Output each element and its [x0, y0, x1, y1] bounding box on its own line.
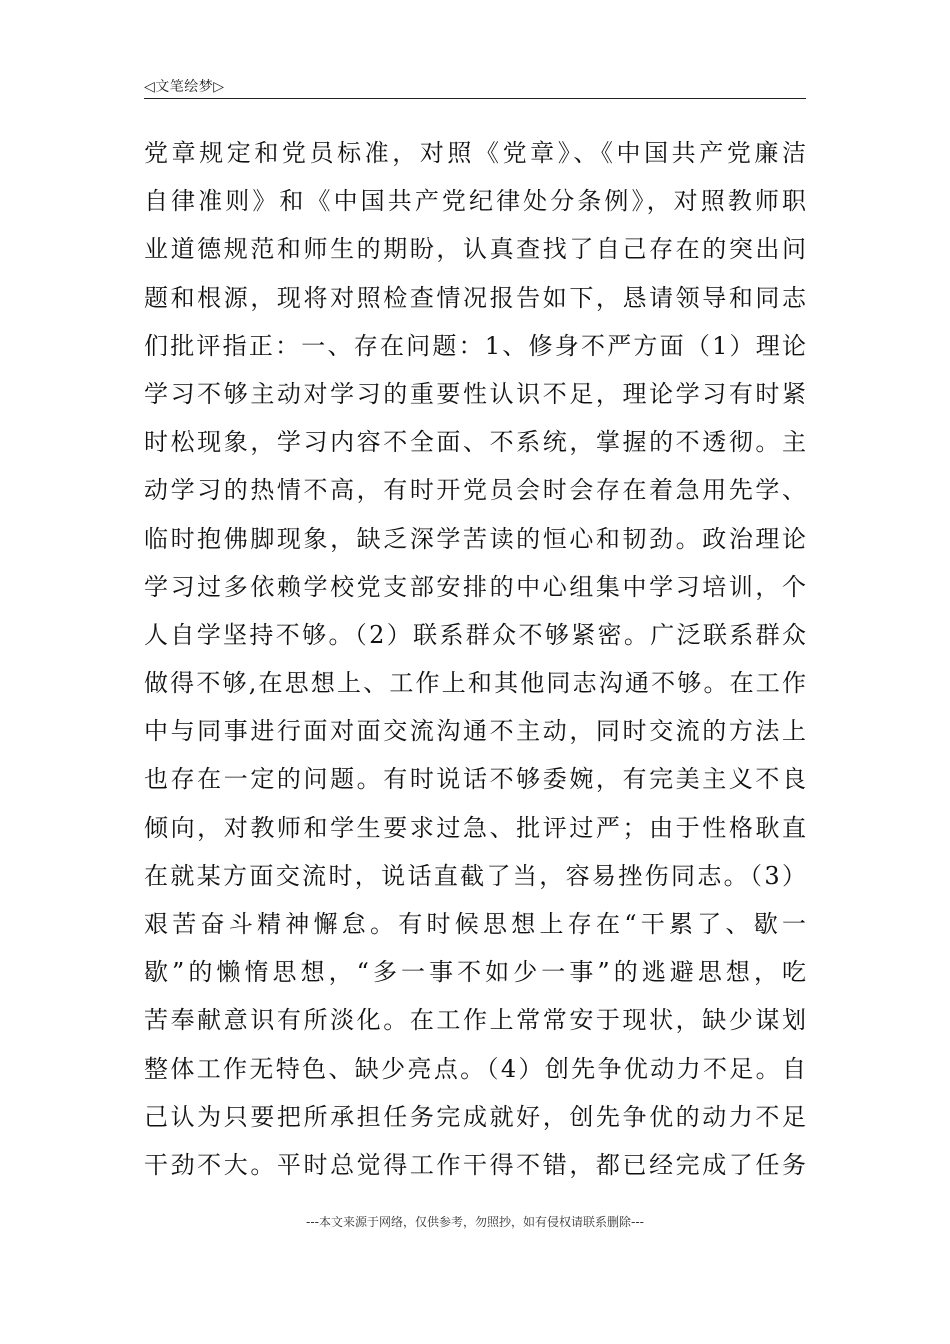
text-line: 歇”的懒惰思想，“多一事不如少一事”的逃避思想，吃	[144, 958, 806, 987]
document-body	[144, 133, 806, 1193]
text-line: 学习不够主动对学习的重要性认识不足，理论学习有时紧	[144, 379, 806, 408]
text-line: 整体工作无特色、缺少亮点。（4）创先争优动力不足。自	[144, 1054, 806, 1083]
text-line: 党章规定和党员标准，对照《党章》、《中国共产党廉洁	[144, 139, 806, 167]
text-line: 题和根源，现将对照检查情况报告如下，恳请领导和同志	[144, 283, 806, 312]
text-line: 苦奉献意识有所淡化。在工作上常常安于现状，缺少谋划	[144, 1006, 806, 1035]
header-divider	[144, 98, 806, 99]
text-line: 干劲不大。平时总觉得工作干得不错，都已经完成了任务	[144, 1150, 806, 1179]
text-line: 做得不够,在思想上、工作上和其他同志沟通不够。在工作	[144, 669, 806, 698]
text-line: 己认为只要把所承担任务完成就好，创先争优的动力不足	[144, 1102, 806, 1131]
text-line: 自律准则》和《中国共产党纪律处分条例》，对照教师职	[144, 187, 806, 216]
page-header: ◁文笔绘梦▷	[144, 79, 225, 95]
text-line: 们批评指正：一、存在问题：1、修身不严方面（1）理论	[144, 331, 806, 360]
text-line: 在就某方面交流时，说话直截了当，容易挫伤同志。（3）	[144, 861, 806, 890]
page-footer: ---本文来源于网络，仅供参考，勿照抄，如有侵权请联系删除---	[306, 1215, 644, 1229]
text-line: 中与同事进行面对面交流沟通不主动，同时交流的方法上	[144, 717, 806, 746]
text-line: 也存在一定的问题。有时说话不够委婉，有完美主义不良	[144, 765, 806, 794]
text-line: 人自学坚持不够。（2）联系群众不够紧密。广泛联系群众	[144, 620, 806, 649]
text-line: 临时抱佛脚现象，缺乏深学苦读的恒心和韧劲。政治理论	[144, 524, 806, 553]
text-line: 学习过多依赖学校党支部安排的中心组集中学习培训，个	[144, 572, 806, 601]
text-line: 业道德规范和师生的期盼，认真查找了自己存在的突出问	[144, 235, 806, 264]
text-line: 时松现象，学习内容不全面、不系统，掌握的不透彻。主	[144, 428, 806, 457]
text-line: 动学习的热情不高，有时开党员会时会存在着急用先学、	[144, 476, 806, 505]
text-line: 倾向，对教师和学生要求过急、批评过严；由于性格耿直	[144, 813, 806, 842]
text-line: 艰苦奋斗精神懈怠。有时候思想上存在“干累了、歇一	[144, 910, 806, 938]
